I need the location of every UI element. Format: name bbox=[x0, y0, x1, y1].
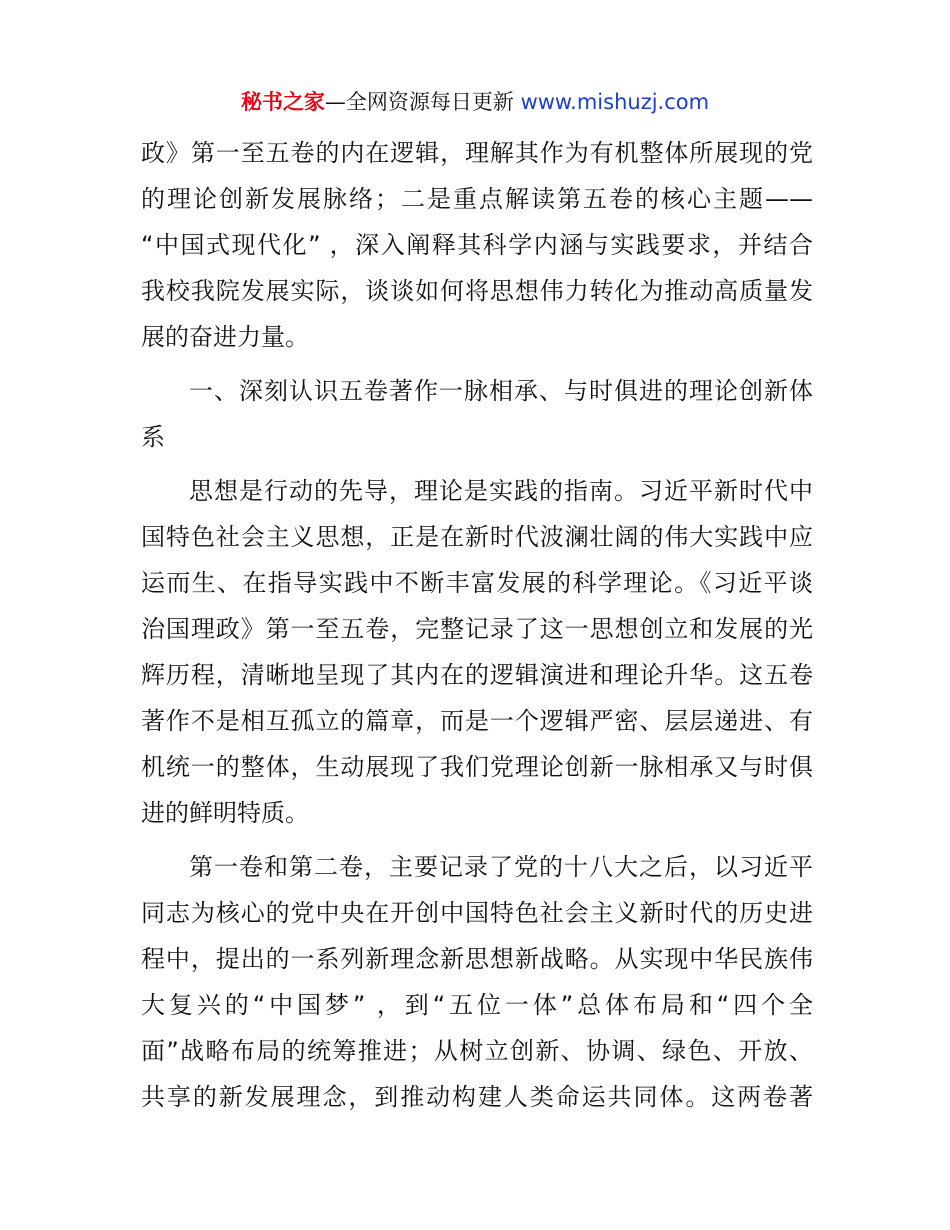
text-line: 大复兴的“中国梦” ，到“五位一体”总体布局和“四个全 bbox=[141, 991, 813, 1019]
text-line: 进的鲜明特质。 bbox=[141, 799, 309, 827]
text-line: 我校我院发展实际，谈谈如何将思想伟力转化为推动高质量发 bbox=[141, 277, 813, 305]
text-line: 国特色社会主义思想，正是在新时代波澜壮阔的伟大实践中应 bbox=[141, 523, 813, 551]
text-line: 著作不是相互孤立的篇章，而是一个逻辑严密、层层递进、有 bbox=[141, 707, 813, 735]
text-line: 运而生、在指导实践中不断丰富发展的科学理论。《习近平谈 bbox=[141, 569, 813, 597]
heading-line: 一、深刻认识五卷著作一脉相承、与时俱进的理论创新体 bbox=[189, 377, 813, 405]
site-url-link[interactable]: www.mishuzj.com bbox=[520, 90, 710, 114]
text-line: 面”战略布局的统筹推进；从树立创新、协调、绿色、开放、 bbox=[141, 1037, 813, 1065]
header-tagline: —全网资源每日更新 bbox=[324, 90, 521, 114]
text-line: 治国理政》第一至五卷，完整记录了这一思想创立和发展的光 bbox=[141, 615, 813, 643]
text-line: 思想是行动的先导，理论是实践的指南。习近平新时代中 bbox=[189, 477, 813, 505]
text-line: 第一卷和第二卷，主要记录了党的十八大之后，以习近平 bbox=[189, 853, 813, 881]
text-line: 程中，提出的一系列新理念新思想新战略。从实现中华民族伟 bbox=[141, 945, 813, 973]
text-line: 同志为核心的党中央在开创中国特色社会主义新时代的历史进 bbox=[141, 899, 813, 927]
text-line: 的理论创新发展脉络；二是重点解读第五卷的核心主题—— bbox=[141, 185, 813, 213]
text-line: 共享的新发展理念，到推动构建人类命运共同体。这两卷著 bbox=[141, 1083, 813, 1111]
page-header bbox=[0, 88, 950, 116]
text-line: “中国式现代化” ，深入阐释其科学内涵与实践要求，并结合 bbox=[141, 231, 813, 259]
text-line: 机统一的整体，生动展现了我们党理论创新一脉相承又与时俱 bbox=[141, 753, 813, 781]
text-line: 展的奋进力量。 bbox=[141, 323, 309, 351]
paragraph-thought-guide bbox=[141, 468, 813, 836]
section-heading bbox=[141, 368, 813, 460]
heading-line: 系 bbox=[141, 423, 165, 451]
text-line: 政》第一至五卷的内在逻辑，理解其作为有机整体所展现的党 bbox=[141, 139, 813, 167]
text-line: 辉历程，清晰地呈现了其内在的逻辑演进和理论升华。这五卷 bbox=[141, 661, 813, 689]
paragraph-intro-continued bbox=[141, 130, 813, 360]
paragraph-volumes-one-two bbox=[141, 844, 813, 1120]
brand-name: 秘书之家 bbox=[240, 90, 325, 114]
document-body bbox=[141, 130, 813, 1128]
